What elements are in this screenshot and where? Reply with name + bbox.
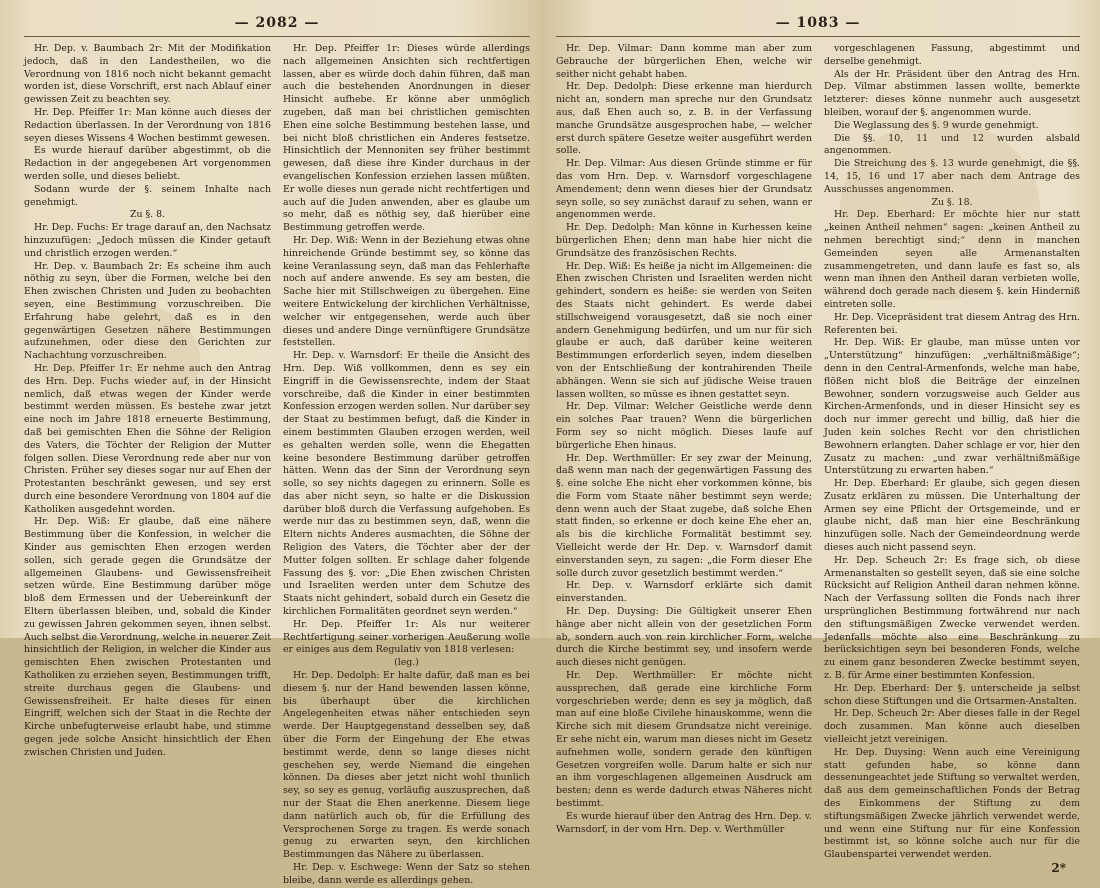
section-heading: Zu §. 18. xyxy=(931,196,973,208)
paragraph: Hr. Dep. v. Warnsdorf: Er theile die Ansicht des Hrn. Dep. Wiß vollkommen, denn es sey ein Eingriff in die Gewissensrechte, indem der Staat vorschreibe, daß die Kinder in einer bestimmten Konfession erzogen werden sollen. Nur darüber sey der Staat zu bestimmen befugt, daß die Kinder in einem bestimmten Glauben erzogen werden, weil es gehalten werden solle, wenn die Ehegatten keine besondere Bestimmung darüber getroffen hätten. Wenn das der Sinn der Verordnung seyn solle, so sey nichts dagegen zu erinnern. Solle es das aber nicht seyn, so halte er die Diskussion darüber bloß durch die Verfassung aufgehoben. Es werde nur das zu bestimmen seyn, daß, wenn die Eltern nichts Anderes ausmachten, die Söhne der Religion des Vaters, die Töchter aber der der Mutter folgen sollten. Er schlage daher folgende Fassung des §. vor: „Die Ehen zwischen Christen und Israeliten werden unter dem Schutze des Staats nicht gehindert, sobald durch ein Gesetz die kirchlichen Formalitäten geordnet seyn werden.“ xyxy=(283,350,531,618)
paragraph: Hr. Dep. Eberhard: Er möchte hier nur statt „keinen Antheil nehmen“ sagen: „keinen Antheil zu nehmen berechtigt sind;“ denn in manchen Gemeinden seyen alle Armenanstalten zusammengetreten, und dann laufe es fast so, als wenn man ihnen den Antheil daran verbieten wolle, während doch gerade nach diesem §. kein Hinderniß eintreten solle. xyxy=(824,209,1080,310)
paragraph: Hr. Dep. Pfeiffer 1r: Er nehme auch den Antrag des Hrn. Dep. Fuchs wieder auf, in der Hinsicht nemlich, daß etwas wegen der Kinder werde bestimmt werden müssen. Es bestehe zwar jetzt eine noch im Jahre 1818 erneuerte Bestimmung, daß bei gemischten Ehen die Söhne der Religion des Vaters, die Töchter der Religion der Mutter folgen sollen. Diese Verordnung rede aber nur von Christen. Früher sey dieses sogar nur auf Ehen der Protestanten beschränkt gewesen, und sey erst durch eine besondere Verordnung von 1804 auf die Katholiken ausgedehnt worden. xyxy=(24,362,271,515)
left-page-columns xyxy=(24,43,531,886)
paragraph: Hr. Dep. Fuchs: Er trage darauf an, den Nachsatz hinzuzufügen: „Jedoch müssen die Kinder getauft und christlich erzogen werden.“ xyxy=(24,222,271,259)
paragraph: Es wurde hierauf darüber abgestimmt, ob die Redaction in der angegebenen Art vorgenommen werden solle, und dieses beliebt. xyxy=(24,145,271,182)
paragraph: Hr. Dep. Werthmüller: Er möchte nicht aussprechen, daß gerade eine kirchliche Form vorgeschrieben werde; denn es sey ja möglich, daß man auf eine bloße Civilehe hinauskomme, wenn die Kirche sich mit diesem Grundsatze nicht vereinige. Er sehe nicht ein, warum man dieses nicht im Gesetz aufnehmen wolle, sondern gerade den künftigen Gesetzen vorgreifen wolle. Darum halte er sich nur an ihm vorgeschlagenen allgemeinen Ausdruck am besten; denn es werde dadurch etwas Näheres nicht bestimmt. xyxy=(556,670,812,810)
paragraph: vorgeschlagenen Fassung, abgestimmt und derselbe genehmigt. xyxy=(824,43,1080,67)
right-page-number: — 1083 — xyxy=(556,14,1080,37)
right-column-1 xyxy=(556,43,812,835)
paragraph: Hr. Dep. Vicepräsident trat diesem Antrag des Hrn. Referenten bei. xyxy=(824,311,1080,336)
paragraph: Hr. Dep. v. Baumbach 2r: Mit der Modifikation jedoch, daß in den Landestheilen, wo die Verordnung von 1816 noch nicht bekannt gemacht worden ist, diese Vorschrift, erst nach Ablauf einer gewissen Zeit zu beachten sey. xyxy=(24,43,271,106)
paragraph: Hr. Dep. v. Eschwege: Wenn der Satz so stehen bleibe, dann werde es allerdings gehen. xyxy=(283,862,530,886)
paragraph: Hr. Dep. Vilmar: Welcher Geistliche werde denn ein solches Paar trauen? Wenn die bürgerlichen Form sey so nicht möglich. Dieses laufe auf bürgerliche Ehen hinaus. xyxy=(556,401,812,451)
paragraph: Hr. Dep. Duysing: Die Gültigkeit unserer Ehen hänge aber nicht allein von der gesetzlichen Form ab, sondern auch von rein kirchlicher Form, welche durch die Kirche bestimmt sey, und insofern werde auch dieses nicht genügen. xyxy=(556,606,812,669)
paragraph: Hr. Dep. Wiß: Wenn in der Beziehung etwas ohne hinreichende Gründe bestimmt sey, so könne das keine Veranlassung seyn, daß man das Fehlerhafte noch auf andere anwende. Es sey am besten, die Sache hier mit Stillschweigen zu übergehen. Eine weitere Entwickelung der kirchlichen Verhältnisse, welcher wir entgegensehen, werde auch über dieses und andere Dinge vernünftigere Grundsätze feststellen. xyxy=(283,234,530,349)
paragraph: Sodann wurde der §. seinem Inhalte nach genehmigt. xyxy=(24,183,271,208)
paragraph: Hr. Dep. Wiß: Er glaube, daß eine nähere Bestimmung über die Konfession, in welcher die Kinder aus gemischten Ehen erzogen werden sollen, sich gerade gegen die Grundsätze der allgemeinen Glaubens- und Gewissensfreiheit setzen würde. Eine Bestimmung darüber möge bloß dem Ermessen und der Uebereinkunft der Eltern überlassen bleiben, und, sobald die Kinder zu gewissen Jahren gekommen seyen, ihnen selbst. Auch selbst die Verordnung, welche in neuerer Zeit hinsichtlich der Religion, in welcher die Kinder aus gemischten Ehen zwischen Protestanten und Katholiken zu erziehen seyen, Bestimmungen trifft, streite durchaus gegen die Glaubens- und Gewissensfreiheit. Er halte dieses für einen Eingriff, welchen sich der Staat in die Rechte der Kirche unbefugterweise erlaubt habe, und stimme gegen jede solche Ansicht hinsichtlich der Ehen zwischen Christen und Juden. xyxy=(24,516,271,758)
paragraph: Hr. Dep. v. Baumbach 2r: Es scheine ihm auch nöthig zu seyn, über die Formen, welche bei den Ehen zwischen Christen und Juden zu beobachten seyen, eine Bestimmung vorzuschreiben. Die Erfahrung habe gelehrt, daß es in den gegenwärtigen Gesetzen nähere Bestimmungen aufzunehmen, oder diese den Gerichten zur Nachachtung vorzuschreiben. xyxy=(24,260,271,362)
right-page-columns xyxy=(556,43,1080,875)
right-page xyxy=(540,0,1100,875)
paragraph: Hr. Dep. Scheuch 2r: Aber dieses falle in der Regel doch zusammen. Man könne auch dieselben vielleicht jetzt vereinigen. xyxy=(824,708,1080,746)
paragraph: Die Weglassung des §. 9 wurde genehmigt. xyxy=(834,119,1039,131)
paragraph: Hr. Dep. Dedolph: Diese erkenne man hierdurch nicht an, sondern man spreche nur den Grundsatz aus, daß Ehen auch so, z. B. in der Verfassung manche Grundsätze ausgesprochen habe, — welcher erst durch spätere Gesetze weiter ausgeführt werden solle. xyxy=(556,81,812,157)
paragraph: Hr. Dep. Vilmar: Aus diesen Gründe stimme er für das vom Hrn. Dep. v. Warnsdorf vorgeschlagene Amendement; denn wenn dieses hier der Grundsatz seyn solle, so sey zunächst darauf zu sehen, wann er angenommen werde. xyxy=(556,158,812,221)
left-page xyxy=(0,0,540,886)
paragraph: Als der Hr. Präsident über den Antrag des Hrn. Dep. Vilmar abstimmen lassen wollte, bemerkte letzterer: dieses könne nunmehr auch ausgesetzt bleiben, worauf der §. angenommen wurde. xyxy=(824,68,1080,118)
paragraph: Hr. Dep. Dedolph: Er halte dafür, daß man es bei diesem §. nur der Hand bewenden lassen könne, bis überhaupt über die kirchlichen Angelegenheiten etwas näher entschieden seyn werde. Der Hauptgegenstand desselben sey, daß über die Form der Eingehung der Ehe etwas bestimmt werde, denn so lange dieses nicht geschehen sey, werde Niemand die eingehen können. Da dieses aber jetzt nicht wohl thunlich sey, so sey es genug, vorläufig auszusprechen, daß nur der Staat die Ehen anerkenne. Diesem liege dann natürlich auch ob, für die Erfüllung des Versprochenen Sorge zu tragen. Es werde sonach genug zu erwarten seyn, den kirchlichen Bestimmungen das Nähere zu überlassen. xyxy=(283,670,530,861)
paragraph: Die §§. 10, 11 und 12 wurden alsbald angenommen. xyxy=(824,132,1080,157)
section-heading: Zu §. 8. xyxy=(129,209,166,221)
left-column-2 xyxy=(283,43,531,886)
paragraph: Hr. Dep. Werthmüller: Er sey zwar der Meinung, daß wenn man nach der gegenwärtigen Fassung des §. eine solche Ehe nicht eher vorkommen könne, bis die Form vom Staate näher bestimmt seyn werde; denn wenn auch der Staat zugebe, daß solche Ehen statt finden, so erkenne er doch keine Ehe eher an, als bis die kirchliche Formalität bestimmt sey. Vielleicht werde der Hr. Dep. v. Warnsdorf damit einverstanden seyn, zu sagen: „die Form dieser Ehe solle durch zuvor gesetzlich bestimmt werden.“ xyxy=(556,452,812,579)
paragraph: Hr. Dep. Eberhard: Er glaube, sich gegen diesen Zusatz erklären zu müssen. Die Unterhaltung der Armen sey eine Pflicht der Ortsgemeinde, und er glaube nicht, daß man hier eine Beschränkung hinzufügen solle. Nach der Gemeindeordnung werde dieses auch nicht passend seyn. xyxy=(824,478,1080,554)
reading-note: (leg.) xyxy=(394,657,419,669)
paragraph: Hr. Dep. Wiß: Er glaube, man müsse unten vor „Unterstützung“ hinzufügen: „verhältnißmäßige“; denn in den Central-Armenfonds, welche man habe, flößen nicht bloß die Beiträge der einzelnen Bewohner, sondern vorzugsweise auch Gelder aus Kirchen-Armenfonds, und in dieser Hinsicht sey es doch nur immer gerecht und billig, daß hier die Juden kein solches Recht vor den christlichen Bewohnern erlangten. Daher schlage er vor, hier den Zusatz zu machen: „und zwar verhältnißmäßige Unterstützung zu erwarten haben.“ xyxy=(824,337,1080,477)
right-column-2 xyxy=(824,43,1080,875)
paragraph: Hr. Dep. Eberhard: Der §. unterscheide ja selbst schon diese Stiftungen und die Ortsarmen-Anstalten. xyxy=(824,682,1080,707)
signature-mark: 2* xyxy=(1051,861,1066,875)
paragraph: Hr. Dep. Scheuch 2r: Es frage sich, ob diese Armenanstalten so gestellt seyen, daß sie eine solche Rücksicht auf Religion Antheil daran nehmen könne. Nach der Verfassung sollten die Fonds nach ihrer ursprünglichen Bestimmung fortwährend nur nach den stiftungsmäßigen Zwecke verwendet werden. Jedenfalls möchte also eine Beschränkung zu berücksichtigen seyn bei besonderen Fonds, welche zu einem ganz besonderen Zwecke bestimmt seyen, z. B. für Arme einer bestimmten Konfession. xyxy=(824,554,1080,682)
paragraph: Hr. Dep. v. Warnsdorf erklärte sich damit einverstanden. xyxy=(556,580,812,605)
paragraph: Hr. Dep. Pfeiffer 1r: Als nur weiterer Rechtfertigung seiner vorherigen Aeußerung wolle er einiges aus dem Regulativ von 1818 verlesen: xyxy=(283,618,530,656)
left-column-1 xyxy=(24,43,271,758)
paragraph: Hr. Dep. Pfeiffer 1r: Dieses würde allerdings nach allgemeinen Ansichten sich rechtfertigen lassen, aber es würde doch dahin führen, daß man auch die bestehenden Anordnungen in dieser Hinsicht aufhebe. Er könne aber unmöglich zugeben, daß man bei christlichen gemischten Ehen eine solche Bestimmung bestehen lasse, und bei nicht bloß christlichen ein Anderes festsetze. Hinsichtlich der Mennoniten sey früher bestimmt gewesen, daß diese ihre Kinder durchaus in der evangelischen Konfession erziehen lassen müßten. Er wolle dieses nun gerade nicht rechtfertigen und auch auf die Juden anwenden, aber es glaube um so mehr, daß es nöthig sey, daß hierüber eine Bestimmung getroffen werde. xyxy=(283,43,530,234)
paragraph: Hr. Dep. Dedolph: Man könne in Kurhessen keine bürgerlichen Ehen; denn man habe hier nicht die Grundsätze des französischen Rechts. xyxy=(556,222,812,259)
paragraph: Hr. Dep. Wiß: Es heiße ja nicht im Allgemeinen: die Ehen zwischen Christen und Israeliten werden nicht gehindert, sondern es heiße: sie werden von Seiten des Staats nicht gehindert. Es werde dabei stillschweigend vorausgesetzt, daß sie noch einer andern Genehmigung bedürfen, und um nur für sich glaube er auch, daß darüber keine weiteren Bestimmungen erforderlich seyen, indem dieselben von der Entschließung der kontrahirenden Theile abhängen. Wenn sie sich auf jüdische Weise trauen lassen wollten, so müsse es ihnen gestattet seyn. xyxy=(556,260,812,400)
paragraph: Hr. Dep. Duysing: Wenn auch eine Vereinigung statt gefunden habe, so könne dann dessenungeachtet jede Stiftung so verwaltet werden, daß aus dem gemeinschaftlichen Fonds der Betrag des Einkommens der Stiftung zu dem stiftungsmäßigen Zwecke jährlich verwendet werde, und wenn eine Stiftung nur für eine Konfession bestimmt ist, so könne solche auch nur für die Glaubenspartei verwendet werden. xyxy=(824,746,1080,861)
paragraph: Es wurde hierauf über den Antrag des Hrn. Dep. v. Warnsdorf, in der vom Hrn. Dep. v. Werthmüller xyxy=(556,810,812,835)
paragraph: Die Streichung des §. 13 wurde genehmigt, die §§. 14, 15, 16 und 17 aber nach dem Antrage des Ausschusses angenommen. xyxy=(824,158,1080,195)
left-page-number: — 2082 — xyxy=(24,14,530,37)
paragraph: Hr. Dep. Pfeiffer 1r: Man könne auch dieses der Redaction überlassen. In der Verordnung von 1816 seyen dieses Wissens 4 Wochen bestimmt gewesen. xyxy=(24,106,271,144)
paragraph: Hr. Dep. Vilmar: Dann komme man aber zum Gebrauche der bürgerlichen Ehen, welche wir seither nicht gehabt haben. xyxy=(556,43,812,80)
